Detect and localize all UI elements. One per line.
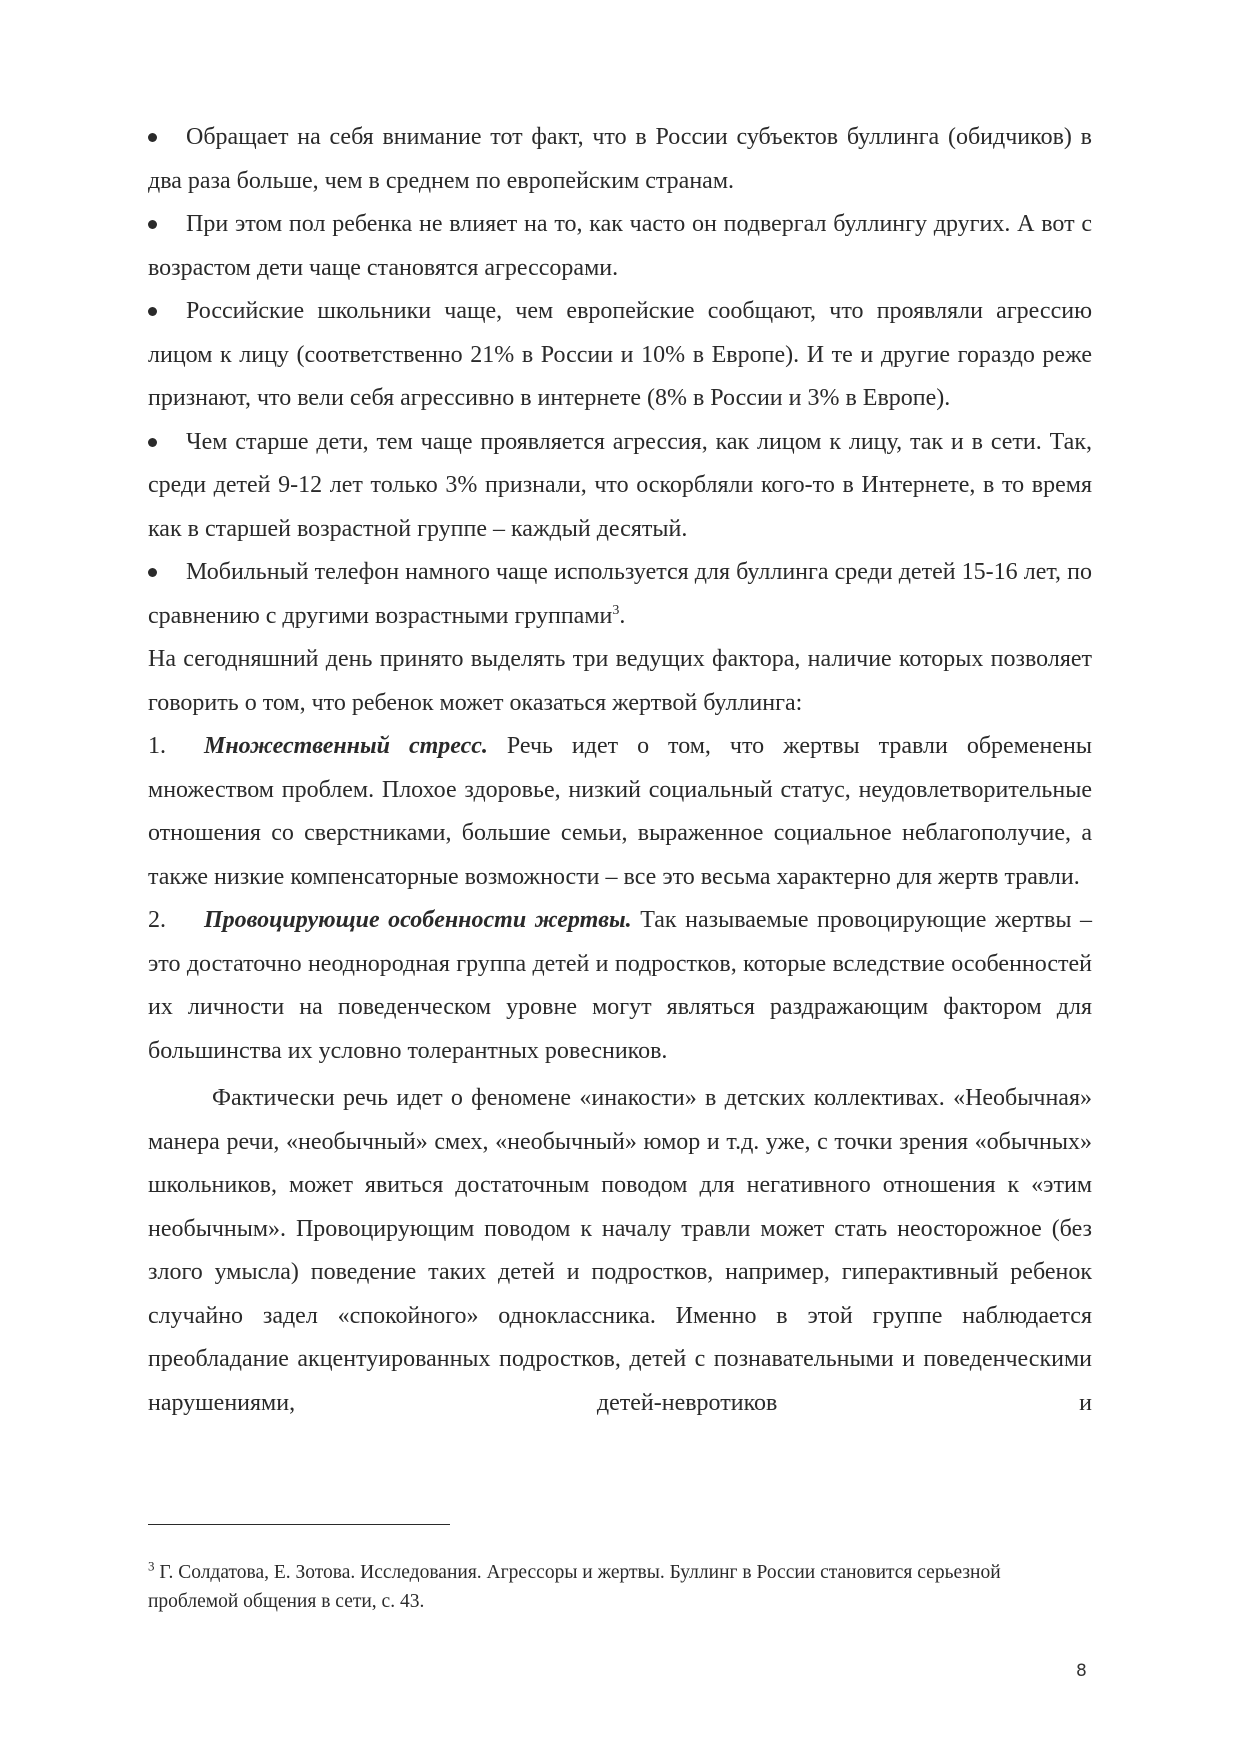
bullet-item: При этом пол ребенка не влияет на то, как часто он подвергал буллингу других. А вот с возрастом дети чаще становятся агрессорами. [148, 211, 1092, 281]
bullet-dot-icon [148, 438, 157, 447]
closing-paragraph: Фактически речь идет о феномене «инакости» в детских коллективах. «Необычная» манера речи, «необычный» смех, «необычный» юмор и т.д. уже, с точки зрения «обычных» школьников, может явиться достаточным поводом для негативного отношения к «этим необычным». Провоцирующим поводом к началу травли может стать неосторожное (без злого умысла) поведение таких детей и подростков, например, гиперактивный ребенок случайно задел «спокойного» одноклассника. Именно в этой группе наблюдается преобладание акцентуированных подростков, детей с познавательными и поведенческими нарушениями, детей-невротиков и [148, 1085, 1092, 1416]
factor-item [148, 899, 1092, 1073]
factor-text: Так называемые провоцирующие жертвы – это достаточно неоднородная группа детей и подростков, которые вследствие особенностей их личности на поведенческом уровне могут являться раздражающим фактором для большинства их условно толерантных ровесников. [148, 907, 1092, 1064]
factor-number: 1. [148, 733, 166, 759]
footnote-text: Г. Солдатова, Е. Зотова. Исследования. Агрессоры и жертвы. Буллинг в России становится серьезной проблемой общения в сети, с. 43. [148, 1562, 1001, 1612]
factor-item [148, 725, 1092, 899]
factor-number: 2. [148, 907, 166, 933]
factor-term: Провоцирующие особенности жертвы. [204, 907, 632, 933]
footnote-mark: 3 [148, 1558, 155, 1574]
bullet-item: Мобильный телефон намного чаще используется для буллинга среди детей 15-16 лет, по сравнению с другими возрастными группами$^3$. [148, 559, 1092, 629]
footnote [148, 1558, 1092, 1616]
footnote-reference[interactable]: 3 [612, 602, 620, 618]
page-number: 8 [1076, 1661, 1087, 1681]
bullet-dot-icon [148, 220, 157, 229]
bullet-item: Чем старше дети, тем чаще проявляется агрессия, как лицом к лицу, так и в сети. Так, среди детей 9-12 лет только 3% признали, что оскорбляли кого-то в Интернете, в то время как в старшей возрастной группе – каждый десятый. [148, 428, 1092, 542]
bullet-dot-icon [148, 307, 157, 316]
bullet-dot-icon [148, 133, 157, 142]
factor-term: Множественный стресс. [204, 733, 488, 759]
main-text [148, 116, 1092, 1425]
footnote-separator [148, 1524, 450, 1525]
intro-paragraph: На сегодняшний день принято выделять три ведущих фактора, наличие которых позволяет говорить о том, что ребенок может оказаться жертвой буллинга: [148, 646, 1092, 716]
bullet-item: Российские школьники чаще, чем европейские сообщают, что проявляли агрессию лицом к лицу (соответственно 21% в России и 10% в Европе). И те и другие гораздо реже признают, что вели себя агрессивно в интернете (8% в России и 3% в Европе). [148, 298, 1092, 411]
bullet-item: Обращает на себя внимание тот факт, что в России субъектов буллинга (обидчиков) в два раза больше, чем в среднем по европейским странам. [148, 124, 1092, 194]
bullet-dot-icon [148, 568, 157, 577]
factor-text: Речь идет о том, что жертвы травли обременены множеством проблем. Плохое здоровье, низкий социальный статус, неудовлетворительные отношения со сверстниками, большие семьи, выраженное социальное неблагополучие, а также низкие компенсаторные возможности – все это весьма характерно для жертв травли. [148, 733, 1092, 890]
